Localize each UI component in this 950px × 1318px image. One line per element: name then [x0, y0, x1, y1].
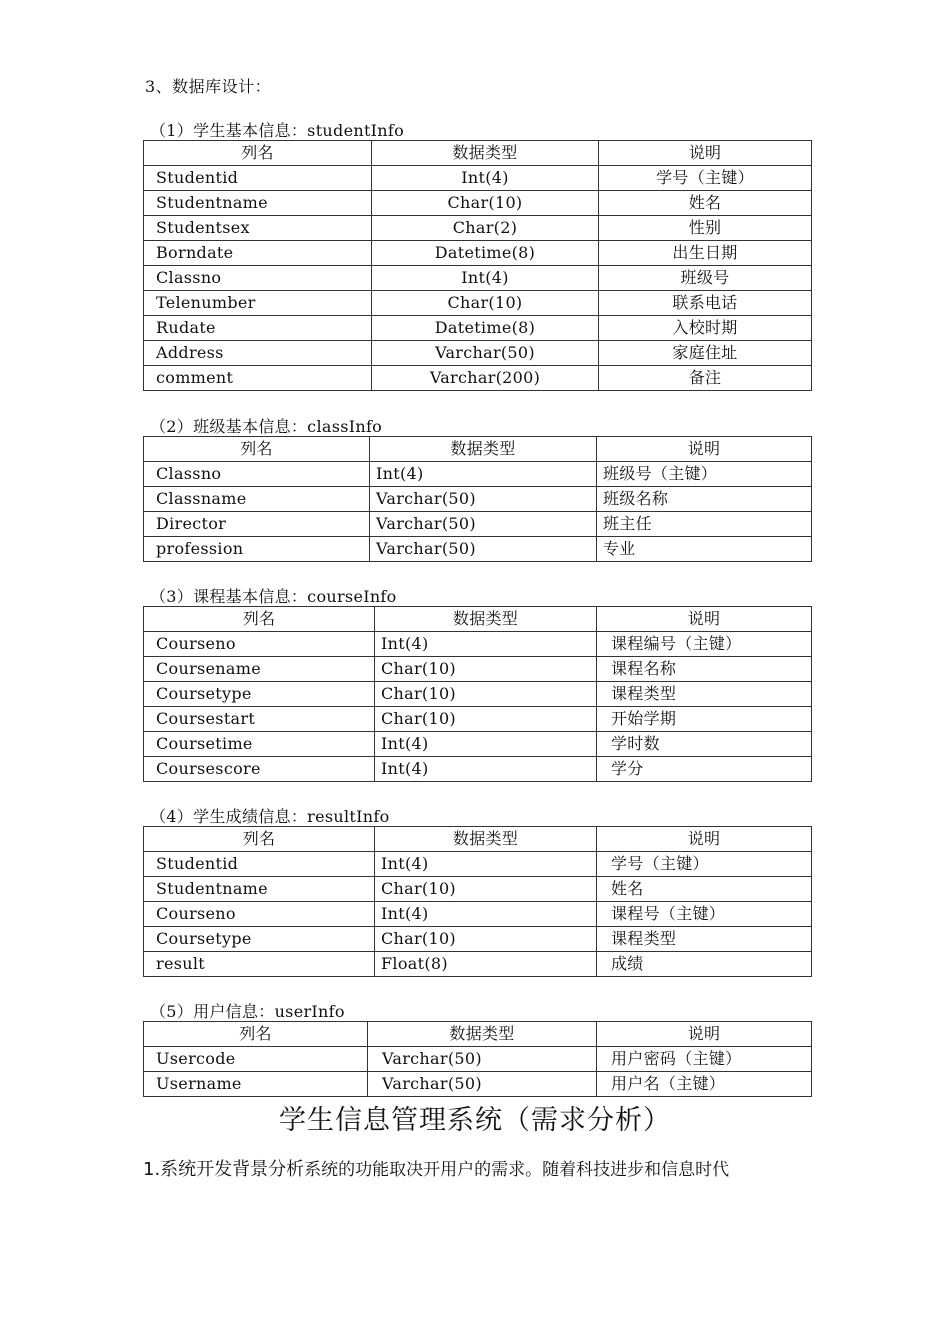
cell-description: 成绩 [597, 952, 812, 977]
cell-column-name: Address [144, 341, 372, 366]
cell-column-name: Studentid [144, 166, 372, 191]
cell-column-name: Coursetype [144, 927, 375, 952]
section-title: 3、数据库设计： [145, 77, 272, 96]
cell-data-type: Char(10) [375, 877, 597, 902]
cell-description: 课程类型 [597, 927, 812, 952]
cell-description: 学分 [597, 757, 812, 782]
document-heading: 学生信息管理系统（需求分析） [279, 1105, 671, 1136]
cell-column-name: Studentname [144, 877, 375, 902]
cell-description: 课程编号（主键） [597, 632, 812, 657]
header-description: 说明 [597, 1022, 812, 1047]
table-row [144, 341, 812, 366]
table-row [144, 191, 812, 216]
cell-column-name: Coursename [144, 657, 375, 682]
cell-data-type: Varchar(50) [370, 487, 597, 512]
cell-data-type: Varchar(50) [372, 341, 599, 366]
header-column-name: 列名 [144, 607, 375, 632]
cell-data-type: Varchar(50) [368, 1047, 597, 1072]
cell-column-name: Username [144, 1072, 368, 1097]
table-row [144, 1047, 812, 1072]
user-info-table [143, 1021, 812, 1097]
header-column-name: 列名 [144, 437, 370, 462]
cell-description: 联系电话 [599, 291, 812, 316]
table-header-row [144, 141, 812, 166]
header-data-type: 数据类型 [375, 607, 597, 632]
cell-data-type: Int(4) [375, 632, 597, 657]
cell-description: 性别 [599, 216, 812, 241]
table-row [144, 291, 812, 316]
header-description: 说明 [597, 827, 812, 852]
table-row [144, 166, 812, 191]
result-info-table [143, 826, 812, 977]
cell-description: 学时数 [597, 732, 812, 757]
cell-column-name: Studentname [144, 191, 372, 216]
table-row [144, 682, 812, 707]
table-caption: （4）学生成绩信息：resultInfo [150, 807, 390, 826]
cell-data-type: Char(10) [375, 707, 597, 732]
table-row [144, 266, 812, 291]
cell-data-type: Int(4) [370, 462, 597, 487]
cell-column-name: Classno [144, 266, 372, 291]
cell-data-type: Varchar(200) [372, 366, 599, 391]
header-data-type: 数据类型 [370, 437, 597, 462]
cell-data-type: Datetime(8) [372, 316, 599, 341]
cell-data-type: Float(8) [375, 952, 597, 977]
cell-column-name: Director [144, 512, 370, 537]
cell-column-name: Borndate [144, 241, 372, 266]
cell-column-name: result [144, 952, 375, 977]
table-row [144, 537, 812, 562]
cell-description: 专业 [597, 537, 812, 562]
cell-description: 用户名（主键） [597, 1072, 812, 1097]
table-row [144, 852, 812, 877]
cell-description: 班级名称 [597, 487, 812, 512]
table-header-row [144, 437, 812, 462]
table-caption: （1）学生基本信息：studentInfo [150, 121, 405, 140]
table-row [144, 732, 812, 757]
table-row [144, 1072, 812, 1097]
table-caption: （3）课程基本信息：courseInfo [150, 587, 397, 606]
table-row [144, 952, 812, 977]
cell-column-name: Courseno [144, 902, 375, 927]
cell-data-type: Int(4) [372, 166, 599, 191]
cell-data-type: Char(2) [372, 216, 599, 241]
cell-data-type: Char(10) [375, 682, 597, 707]
cell-description: 班级号（主键） [597, 462, 812, 487]
cell-description: 入校时期 [599, 316, 812, 341]
cell-data-type: Varchar(50) [368, 1072, 597, 1097]
cell-description: 开始学期 [597, 707, 812, 732]
cell-data-type: Char(10) [372, 191, 599, 216]
cell-description: 班主任 [597, 512, 812, 537]
cell-data-type: Char(10) [372, 291, 599, 316]
table-row [144, 707, 812, 732]
table-caption: （2）班级基本信息：classInfo [150, 417, 383, 436]
table-header-row [144, 1022, 812, 1047]
cell-description: 学号（主键） [599, 166, 812, 191]
table-row [144, 487, 812, 512]
cell-description: 用户密码（主键） [597, 1047, 812, 1072]
table-row [144, 757, 812, 782]
cell-column-name: Classno [144, 462, 370, 487]
table-row [144, 462, 812, 487]
cell-data-type: Int(4) [375, 852, 597, 877]
cell-column-name: Rudate [144, 316, 372, 341]
cell-data-type: Int(4) [375, 902, 597, 927]
header-column-name: 列名 [144, 827, 375, 852]
header-description: 说明 [597, 607, 812, 632]
cell-column-name: Studentsex [144, 216, 372, 241]
table-row [144, 927, 812, 952]
table-row [144, 316, 812, 341]
cell-data-type: Varchar(50) [370, 537, 597, 562]
table-row [144, 366, 812, 391]
cell-description: 姓名 [597, 877, 812, 902]
table-row [144, 877, 812, 902]
table-row [144, 657, 812, 682]
cell-description: 课程名称 [597, 657, 812, 682]
cell-column-name: Studentid [144, 852, 375, 877]
paragraph-lead: 1.系统开发背景分析 [143, 1159, 305, 1180]
cell-description: 姓名 [599, 191, 812, 216]
cell-description: 备注 [599, 366, 812, 391]
header-data-type: 数据类型 [375, 827, 597, 852]
table-row [144, 216, 812, 241]
cell-column-name: Courseno [144, 632, 375, 657]
cell-description: 课程类型 [597, 682, 812, 707]
cell-column-name: Usercode [144, 1047, 368, 1072]
cell-column-name: Classname [144, 487, 370, 512]
cell-data-type: Int(4) [372, 266, 599, 291]
cell-column-name: profession [144, 537, 370, 562]
cell-data-type: Datetime(8) [372, 241, 599, 266]
header-column-name: 列名 [144, 1022, 368, 1047]
cell-description: 课程号（主键） [597, 902, 812, 927]
cell-data-type: Char(10) [375, 657, 597, 682]
cell-description: 家庭住址 [599, 341, 812, 366]
cell-description: 学号（主键） [597, 852, 812, 877]
cell-data-type: Char(10) [375, 927, 597, 952]
table-header-row [144, 607, 812, 632]
table-caption: （5）用户信息：userInfo [150, 1002, 345, 1021]
student-info-table [143, 140, 812, 391]
paragraph-text: 系统的功能取决开用户的需求。随着科技进步和信息时代 [304, 1160, 730, 1180]
header-data-type: 数据类型 [372, 141, 599, 166]
class-info-table [143, 436, 812, 562]
table-row [144, 512, 812, 537]
header-column-name: 列名 [144, 141, 372, 166]
body-paragraph [143, 1155, 729, 1181]
cell-description: 班级号 [599, 266, 812, 291]
cell-column-name: comment [144, 366, 372, 391]
cell-data-type: Int(4) [375, 757, 597, 782]
cell-description: 出生日期 [599, 241, 812, 266]
table-header-row [144, 827, 812, 852]
table-row [144, 632, 812, 657]
table-row [144, 241, 812, 266]
header-data-type: 数据类型 [368, 1022, 597, 1047]
cell-data-type: Int(4) [375, 732, 597, 757]
cell-data-type: Varchar(50) [370, 512, 597, 537]
cell-column-name: Coursetype [144, 682, 375, 707]
cell-column-name: Coursescore [144, 757, 375, 782]
table-row [144, 902, 812, 927]
header-description: 说明 [599, 141, 812, 166]
cell-column-name: Coursetime [144, 732, 375, 757]
cell-column-name: Telenumber [144, 291, 372, 316]
course-info-table [143, 606, 812, 782]
cell-column-name: Coursestart [144, 707, 375, 732]
header-description: 说明 [597, 437, 812, 462]
